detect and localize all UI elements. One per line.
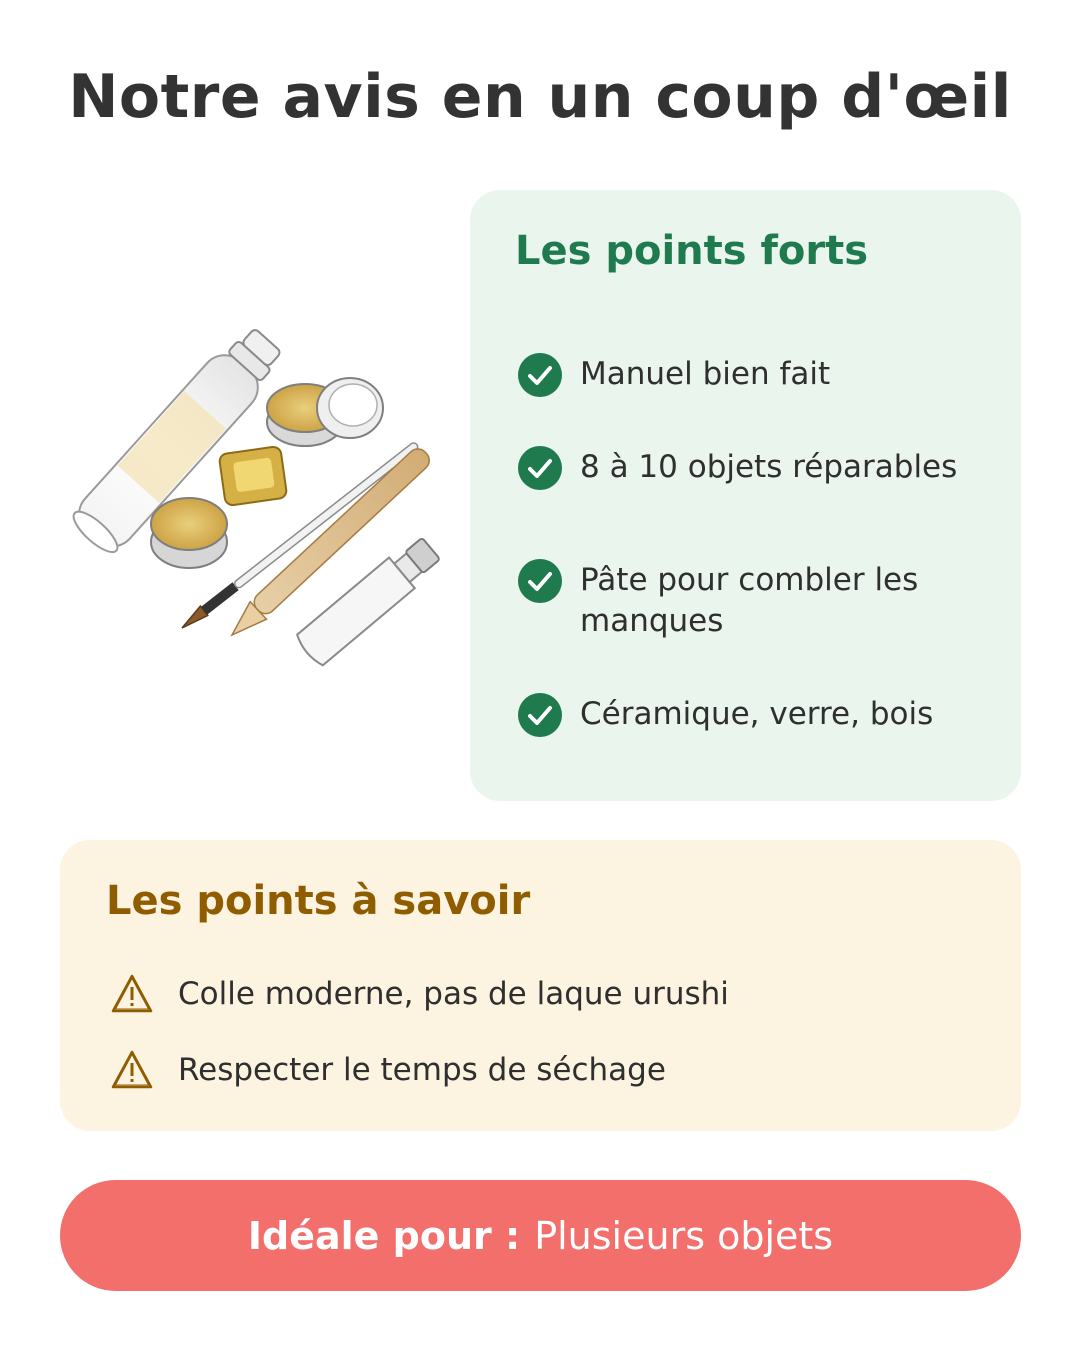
- check-circle-icon: [518, 353, 562, 397]
- warnings-title: Les points à savoir: [106, 878, 531, 924]
- ideal-for-label: Idéale pour :: [247, 1213, 521, 1258]
- strength-label: 8 à 10 objets réparables: [580, 449, 958, 485]
- gold-powder-pot-bottom: [151, 498, 227, 568]
- warning-item: [110, 972, 970, 1016]
- warning-label: Colle moderne, pas de laque urushi: [178, 976, 729, 1012]
- strength-label: Pâte pour combler les manques: [580, 562, 919, 639]
- gold-pan: [219, 446, 288, 506]
- warning-label: Respecter le temps de séchage: [178, 1052, 666, 1088]
- warning-triangle-icon: [110, 1048, 154, 1092]
- ideal-for-banner[interactable]: [60, 1180, 1021, 1291]
- warnings-card: [60, 840, 1021, 1131]
- check-circle-icon: [518, 446, 562, 490]
- gold-powder-pot-top: [267, 378, 383, 446]
- kit-illustration: [50, 310, 450, 680]
- strength-label: Manuel bien fait: [580, 356, 831, 392]
- warning-item: [110, 1048, 970, 1092]
- ideal-for-value: Plusieurs objets: [534, 1213, 834, 1258]
- strengths-card: [470, 190, 1021, 801]
- page-title: Notre avis en un coup d'œil: [68, 62, 1012, 132]
- strength-label: Céramique, verre, bois: [580, 696, 934, 732]
- check-circle-icon: [518, 693, 562, 737]
- warning-triangle-icon: [110, 972, 154, 1016]
- strengths-title: Les points forts: [515, 228, 869, 274]
- check-circle-icon: [518, 559, 562, 603]
